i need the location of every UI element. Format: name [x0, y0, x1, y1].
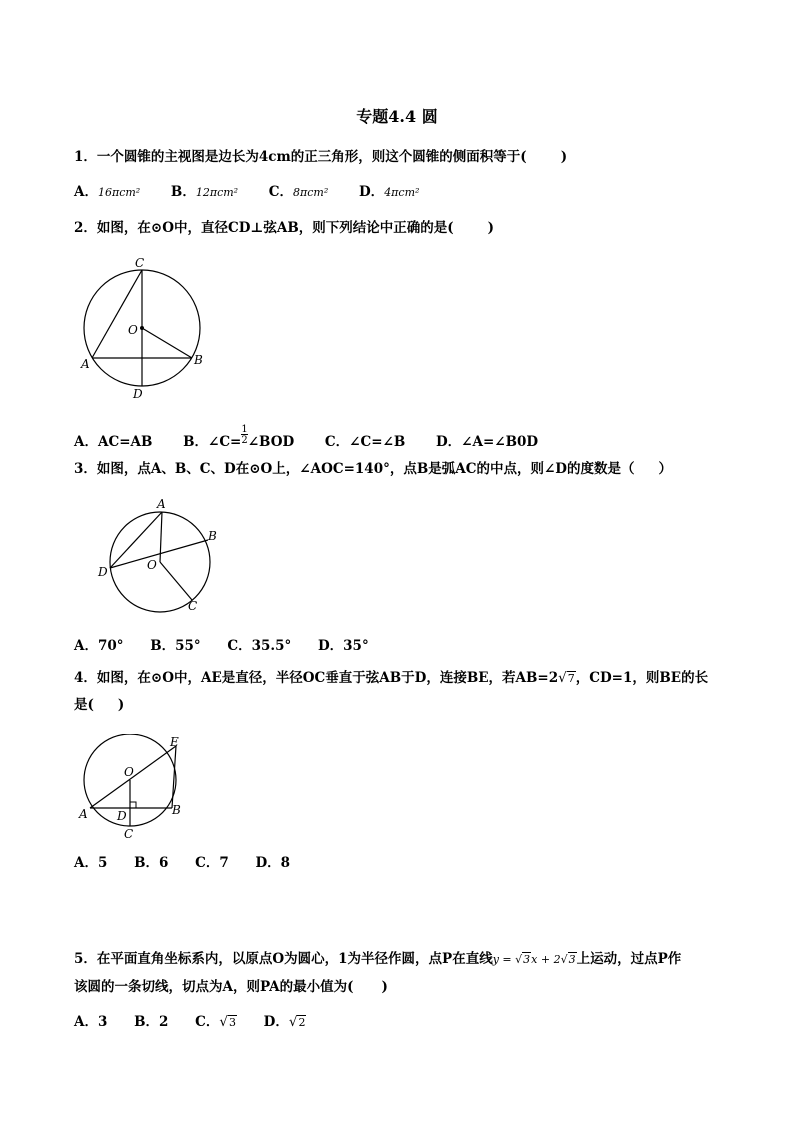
- option-1a-value: 16πcm²: [97, 186, 141, 199]
- label-c: C: [188, 599, 198, 613]
- question-1-close: ): [560, 149, 568, 165]
- label-a: A: [157, 497, 166, 511]
- question-5-options: A．3 B．2 C．√3 D．√2: [74, 1014, 306, 1030]
- question-3: 3．如图，点A、B、C、D在⊙O上，∠AOC=140°，点B是弧AC的中点，则∠D的度数是（ ）: [74, 461, 672, 477]
- question-3-options: A．70° B．55° C．35.5° D．35°: [74, 638, 369, 654]
- label-b: B: [208, 529, 217, 543]
- label-b: B: [172, 803, 181, 817]
- label-a: A: [79, 807, 88, 821]
- label-d: D: [133, 387, 143, 401]
- label-o: O: [128, 323, 138, 337]
- label-o: O: [147, 558, 157, 572]
- question-2-text: 2．如图，在⊙O中，直径CD⊥弦AB，则下列结论中正确的是(: [74, 220, 454, 236]
- option-1d-value: 4πcm²: [384, 186, 420, 199]
- question-1-text: 1．一个圆锥的主视图是边长为4cm的正三角形，则这个圆锥的侧面积等于(: [74, 149, 527, 165]
- question-3-text: 3．如图，点A、B、C、D在⊙O上，∠AOC=140°，点B是弧AC的中点，则∠D的度数是（: [74, 461, 635, 477]
- label-d: D: [117, 809, 127, 823]
- figure-q2-circle: [76, 252, 216, 402]
- label-o: O: [124, 765, 134, 779]
- question-4-options: A．5 B．6 C．7 D．8: [74, 855, 291, 871]
- label-a: A: [81, 357, 90, 371]
- label-e: E: [170, 735, 179, 749]
- label-b: B: [194, 353, 203, 367]
- question-2-options: A．AC=AB B．$\angle C=\frac{1}{2}\angle BOD$ C．∠C=∠B D．∠A=∠B0D: [74, 423, 539, 450]
- label-c: C: [135, 256, 145, 270]
- label-d: D: [98, 565, 108, 579]
- question-5-line2: 该圆的一条切线，切点为A，则PA的最小值为( ): [74, 979, 388, 995]
- question-2: 2．如图，在⊙O中，直径CD⊥弦AB，则下列结论中正确的是( ): [74, 220, 495, 236]
- option-1b-value: 12πcm²: [195, 186, 239, 199]
- question-4-line2: 是( ): [74, 697, 125, 713]
- question-1-options: A．16πcm² B．12πcm² C．8πcm² D．4πcm²: [74, 184, 420, 200]
- question-5: 5．在平面直角坐标系内，以原点O为圆心，1为半径作圆，点P在直线y = √3x + 2√3上运动，过点P作: [74, 951, 682, 967]
- question-4: 4．如图，在⊙O中，AE是直径，半径OC垂直于弦AB于D，连接BE，若AB=2√7，CD=1，则BE的长: [74, 670, 709, 686]
- figure-q4-circle: [76, 734, 196, 846]
- page-title: 专题4.4 圆: [356, 107, 438, 126]
- option-1c-value: 8πcm²: [293, 186, 329, 199]
- label-c: C: [124, 827, 134, 841]
- question-1: [74, 145, 567, 165]
- figure-q3-circle: [94, 496, 224, 616]
